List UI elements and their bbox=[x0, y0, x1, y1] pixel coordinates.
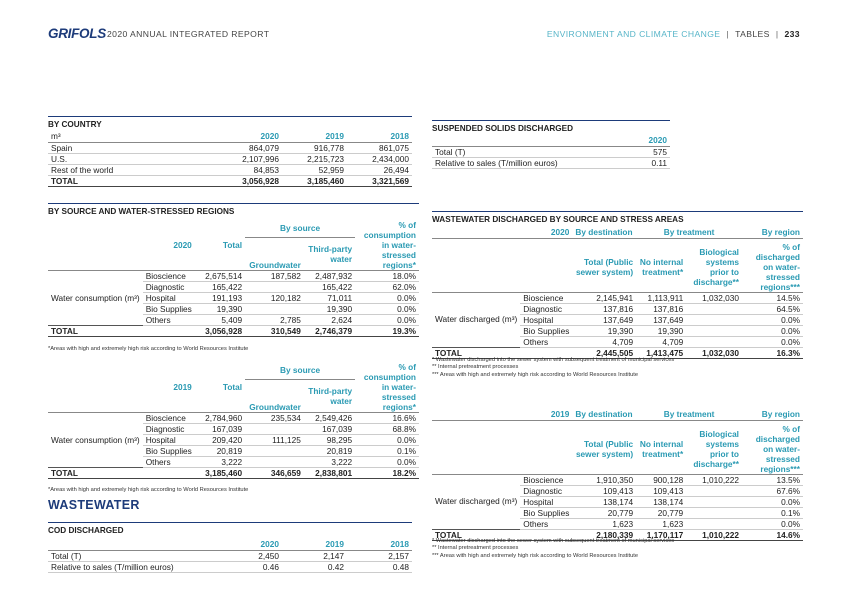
table-cell: 2,624 bbox=[304, 315, 355, 326]
table-cell: 20,819 bbox=[195, 446, 245, 457]
table-cell: 861,075 bbox=[347, 142, 412, 153]
table-cell: Total (Public sewer system) bbox=[572, 238, 636, 292]
table-cell: Hospital bbox=[143, 435, 195, 446]
table-cell: Hospital bbox=[520, 314, 572, 325]
footnotes: * Wastewater discharged into the sewer system with subsequent treatment of municipal services ** Internal pretreatment processes *** Areas with high and extremely high risk according to World Resources Institute bbox=[432, 357, 675, 378]
section-breadcrumb: ENVIRONMENT AND CLIMATE CHANGE | TABLES | 233 bbox=[546, 29, 800, 39]
table-row bbox=[432, 420, 803, 474]
table-cell: % of consumption in water-stressed regions* bbox=[355, 362, 419, 413]
table-cell: Groundwater bbox=[245, 237, 304, 270]
table-cell: 120,182 bbox=[245, 293, 304, 304]
table-cell: Bioscience bbox=[143, 271, 195, 282]
by-country-title: BY COUNTRY bbox=[48, 116, 412, 131]
table-cell bbox=[245, 282, 304, 293]
table-cell: 68.8% bbox=[355, 424, 419, 435]
table-cell: 191,193 bbox=[195, 293, 245, 304]
table-cell: 3,185,460 bbox=[195, 468, 245, 479]
table-row bbox=[48, 326, 419, 337]
table-cell: 67.6% bbox=[742, 485, 803, 496]
table-cell: 14.6% bbox=[742, 529, 803, 540]
data-table bbox=[48, 131, 412, 187]
table-cell: 52,959 bbox=[282, 164, 347, 175]
table-cell bbox=[686, 336, 742, 347]
table-cell: 19,390 bbox=[195, 304, 245, 315]
table-cell: 2,145,941 bbox=[572, 292, 636, 303]
table-cell: 2,549,426 bbox=[304, 413, 355, 424]
cod-table bbox=[48, 522, 412, 573]
table-cell: 165,422 bbox=[304, 282, 355, 293]
row-group-label: Water discharged (m³) bbox=[435, 496, 518, 506]
table-cell: 167,039 bbox=[304, 424, 355, 435]
table-cell: 2019 bbox=[282, 539, 347, 550]
table-cell: 19,390 bbox=[636, 325, 686, 336]
table-row bbox=[48, 153, 412, 164]
table-cell: 2,785 bbox=[245, 315, 304, 326]
table-cell: 2,784,960 bbox=[195, 413, 245, 424]
table-cell: 3,056,928 bbox=[207, 175, 282, 186]
table-cell: Groundwater bbox=[245, 379, 304, 412]
wastewater-2020-table bbox=[432, 211, 803, 359]
suspended-solids-table bbox=[432, 120, 670, 169]
table-row bbox=[48, 413, 419, 424]
footnotes: * Wastewater discharged into the sewer system with subsequent treatment of municipal services ** Internal pretreatment processes *** Areas with high and extremely high risk according to World Resources Institute bbox=[432, 538, 675, 559]
table-cell: 5,409 bbox=[195, 315, 245, 326]
table-cell: 0.46 bbox=[217, 561, 282, 572]
table-cell: 3,321,569 bbox=[347, 175, 412, 186]
table-cell: Biological systems prior to discharge** bbox=[686, 238, 742, 292]
table-cell: 0.1% bbox=[355, 446, 419, 457]
table-cell: % of discharged on water-stressed regions*** bbox=[742, 238, 803, 292]
table-cell bbox=[686, 314, 742, 325]
footnote: *Areas with high and extremely high risk according to World Resources Institute bbox=[48, 487, 249, 493]
table-cell: 1,010,222 bbox=[686, 529, 742, 540]
table-cell: 3,222 bbox=[304, 457, 355, 468]
table-cell: 20,779 bbox=[572, 507, 636, 518]
table-cell: 19.3% bbox=[355, 326, 419, 337]
table-cell: 2,746,379 bbox=[304, 326, 355, 337]
table-cell bbox=[432, 238, 572, 292]
table-cell bbox=[686, 496, 742, 507]
table-cell: 2,487,932 bbox=[304, 271, 355, 282]
table-cell: Bio Supplies bbox=[520, 507, 572, 518]
table-cell: By source bbox=[245, 362, 355, 379]
data-table bbox=[432, 409, 803, 541]
footnote: *Areas with high and extremely high risk according to World Resources Institute bbox=[48, 346, 249, 352]
table-cell: Bioscience bbox=[520, 292, 572, 303]
by-country-table bbox=[48, 116, 412, 187]
table-cell: Others bbox=[143, 315, 195, 326]
table-cell: 2,675,514 bbox=[195, 271, 245, 282]
table-cell: 2019 bbox=[282, 131, 347, 142]
table-cell: 138,174 bbox=[572, 496, 636, 507]
table-row bbox=[432, 292, 803, 303]
table-row bbox=[48, 561, 412, 572]
table-cell: 20,779 bbox=[636, 507, 686, 518]
table-cell: TOTAL bbox=[432, 529, 572, 540]
table-row bbox=[48, 271, 419, 282]
table-cell: 137,816 bbox=[636, 303, 686, 314]
table-row bbox=[432, 238, 803, 292]
table-cell: 1,413,475 bbox=[636, 347, 686, 358]
table-cell: U.S. bbox=[48, 153, 207, 164]
table-cell: 167,039 bbox=[195, 424, 245, 435]
table-cell: Total bbox=[195, 362, 245, 413]
table-cell: By destination bbox=[572, 227, 636, 238]
table-cell: TOTAL bbox=[48, 326, 195, 337]
table-cell: Bio Supplies bbox=[520, 325, 572, 336]
table-cell: 2019 bbox=[48, 362, 195, 413]
table-cell: Diagnostic bbox=[520, 485, 572, 496]
table-cell: Others bbox=[520, 518, 572, 529]
table-cell: 0.0% bbox=[355, 293, 419, 304]
table-cell: 209,420 bbox=[195, 435, 245, 446]
table-cell bbox=[245, 304, 304, 315]
table-cell: 2,157 bbox=[347, 550, 412, 561]
table-cell: Total (T) bbox=[432, 146, 610, 157]
total-row bbox=[48, 175, 412, 186]
table-cell: 1,623 bbox=[636, 518, 686, 529]
table-row bbox=[432, 146, 670, 157]
table-cell: Spain bbox=[48, 142, 207, 153]
table-cell: By treatment bbox=[636, 227, 742, 238]
table-cell: 20,819 bbox=[304, 446, 355, 457]
table-cell: 137,649 bbox=[636, 314, 686, 325]
table-cell bbox=[686, 518, 742, 529]
table-cell: 916,778 bbox=[282, 142, 347, 153]
data-table bbox=[432, 227, 803, 359]
table-cell: Relative to sales (T/million euros) bbox=[48, 561, 217, 572]
table-cell: 18.2% bbox=[355, 468, 419, 479]
table-row bbox=[432, 135, 670, 146]
table-cell: 1,623 bbox=[572, 518, 636, 529]
table-cell: No internal treatment* bbox=[636, 238, 686, 292]
unit-label: m³ bbox=[48, 131, 207, 142]
table-row bbox=[48, 131, 412, 142]
table-cell: 2019 bbox=[432, 409, 572, 420]
table-cell: 187,582 bbox=[245, 271, 304, 282]
table-cell: 1,032,030 bbox=[686, 292, 742, 303]
table-cell: 2,147 bbox=[282, 550, 347, 561]
wastewater-2019-table bbox=[432, 409, 803, 541]
table-row bbox=[48, 142, 412, 153]
table-cell: By destination bbox=[572, 409, 636, 420]
section-name[interactable]: ENVIRONMENT AND CLIMATE CHANGE bbox=[546, 29, 721, 39]
table-row bbox=[48, 539, 412, 550]
table-cell: 98,295 bbox=[304, 435, 355, 446]
table-cell: 1,113,911 bbox=[636, 292, 686, 303]
page-number: 233 bbox=[784, 29, 800, 39]
table-cell bbox=[432, 420, 572, 474]
table-cell: Bio Supplies bbox=[143, 446, 195, 457]
table-cell bbox=[686, 485, 742, 496]
table-row bbox=[432, 227, 803, 238]
by-source-2019-table bbox=[48, 362, 419, 479]
table-cell: TOTAL bbox=[48, 468, 195, 479]
table-cell: Hospital bbox=[143, 293, 195, 304]
grifols-logo: GRIFOLS bbox=[48, 26, 106, 41]
table-cell: 0.0% bbox=[742, 496, 803, 507]
table-cell: 0.0% bbox=[355, 304, 419, 315]
table-cell: Third-party water bbox=[304, 379, 355, 412]
table-cell bbox=[432, 135, 610, 146]
table-cell: Relative to sales (T/million euros) bbox=[432, 157, 610, 168]
table-cell: Total bbox=[195, 220, 245, 271]
table-cell bbox=[686, 303, 742, 314]
cod-title: COD DISCHARGED bbox=[48, 522, 412, 537]
table-row bbox=[48, 362, 419, 379]
table-cell: 900,128 bbox=[636, 474, 686, 485]
table-cell: 2,180,339 bbox=[572, 529, 636, 540]
row-group-label: Water consumption (m³) bbox=[51, 434, 140, 445]
table-cell: Others bbox=[143, 457, 195, 468]
table-cell: 16.3% bbox=[742, 347, 803, 358]
data-table bbox=[48, 220, 419, 337]
table-cell: 0.42 bbox=[282, 561, 347, 572]
table-cell: 4,709 bbox=[572, 336, 636, 347]
table-cell: 864,079 bbox=[207, 142, 282, 153]
table-cell: 2,450 bbox=[217, 550, 282, 561]
table-cell: 2020 bbox=[207, 131, 282, 142]
table-cell bbox=[686, 507, 742, 518]
table-cell: 137,649 bbox=[572, 314, 636, 325]
table-cell: 137,816 bbox=[572, 303, 636, 314]
table-cell: 13.5% bbox=[742, 474, 803, 485]
table-row bbox=[48, 220, 419, 237]
table-cell: 111,125 bbox=[245, 435, 304, 446]
tables-label[interactable]: TABLES bbox=[735, 29, 770, 39]
data-table bbox=[48, 362, 419, 479]
table-cell: 0.0% bbox=[742, 518, 803, 529]
table-cell: 14.5% bbox=[742, 292, 803, 303]
table-cell: 0.11 bbox=[610, 157, 670, 168]
report-title: 2020 ANNUAL INTEGRATED REPORT bbox=[107, 29, 270, 39]
table-cell: 0.0% bbox=[355, 435, 419, 446]
table-row bbox=[48, 550, 412, 561]
table-cell: 16.6% bbox=[355, 413, 419, 424]
by-source-2020-table bbox=[48, 203, 419, 337]
table-cell: 2,445,505 bbox=[572, 347, 636, 358]
table-cell: 18.0% bbox=[355, 271, 419, 282]
table-cell: 2018 bbox=[347, 131, 412, 142]
table-cell: 84,853 bbox=[207, 164, 282, 175]
table-cell: Total (Public sewer system) bbox=[572, 420, 636, 474]
table-cell: TOTAL bbox=[48, 175, 207, 186]
table-cell: Biological systems prior to discharge** bbox=[686, 420, 742, 474]
table-cell: 71,011 bbox=[304, 293, 355, 304]
table-cell: 2020 bbox=[432, 227, 572, 238]
table-cell: Diagnostic bbox=[143, 424, 195, 435]
suspended-title: SUSPENDED SOLIDS DISCHARGED bbox=[432, 120, 670, 135]
table-cell: TOTAL bbox=[432, 347, 572, 358]
table-row bbox=[48, 164, 412, 175]
table-cell: 138,174 bbox=[636, 496, 686, 507]
table-cell: 3,056,928 bbox=[195, 326, 245, 337]
table-cell: By region bbox=[742, 409, 803, 420]
table-cell: 2020 bbox=[217, 539, 282, 550]
table-cell: 4,709 bbox=[636, 336, 686, 347]
table-cell: 0.0% bbox=[742, 336, 803, 347]
table-cell: 19,390 bbox=[572, 325, 636, 336]
table-cell: No internal treatment* bbox=[636, 420, 686, 474]
data-table bbox=[48, 539, 412, 573]
table-cell: Total (T) bbox=[48, 550, 217, 561]
table-cell: 2,215,723 bbox=[282, 153, 347, 164]
table-cell: 235,534 bbox=[245, 413, 304, 424]
wastewater-heading: WASTEWATER bbox=[48, 498, 140, 512]
table-cell: Third-party water bbox=[304, 237, 355, 270]
table-cell: By source bbox=[245, 220, 355, 237]
table-cell: 0.0% bbox=[355, 457, 419, 468]
table-cell bbox=[48, 539, 217, 550]
table-cell: Others bbox=[520, 336, 572, 347]
table-cell: % of consumption in water-stressed regions* bbox=[355, 220, 419, 271]
table-cell bbox=[245, 424, 304, 435]
table-cell: By treatment bbox=[636, 409, 742, 420]
table-cell: 310,549 bbox=[245, 326, 304, 337]
table-cell: 0.48 bbox=[347, 561, 412, 572]
table-cell: 2020 bbox=[610, 135, 670, 146]
table-row bbox=[48, 468, 419, 479]
table-cell: 2,838,801 bbox=[304, 468, 355, 479]
table-cell: 19,390 bbox=[304, 304, 355, 315]
table-cell bbox=[245, 457, 304, 468]
table-cell: 0.0% bbox=[742, 314, 803, 325]
table-cell: By region bbox=[742, 227, 803, 238]
table-row bbox=[432, 157, 670, 168]
by-source-title: BY SOURCE AND WATER-STRESSED REGIONS bbox=[48, 203, 419, 218]
table-cell: 62.0% bbox=[355, 282, 419, 293]
table-cell: 165,422 bbox=[195, 282, 245, 293]
table-cell: Bioscience bbox=[520, 474, 572, 485]
table-cell: 1,170,117 bbox=[636, 529, 686, 540]
table-cell: 346,659 bbox=[245, 468, 304, 479]
row-group-label: Water consumption (m³) bbox=[51, 292, 140, 303]
table-row bbox=[432, 474, 803, 485]
table-cell: 3,185,460 bbox=[282, 175, 347, 186]
table-cell: 2020 bbox=[48, 220, 195, 271]
table-cell: Bio Supplies bbox=[143, 304, 195, 315]
table-cell: 109,413 bbox=[572, 485, 636, 496]
table-cell: 0.0% bbox=[355, 315, 419, 326]
table-cell: Rest of the world bbox=[48, 164, 207, 175]
table-cell bbox=[686, 325, 742, 336]
table-cell: 0.0% bbox=[742, 325, 803, 336]
table-cell: 575 bbox=[610, 146, 670, 157]
wastewater-title: WASTEWATER DISCHARGED BY SOURCE AND STRESS AREAS bbox=[432, 211, 803, 226]
table-cell: 109,413 bbox=[636, 485, 686, 496]
table-cell: 26,494 bbox=[347, 164, 412, 175]
table-cell: 0.1% bbox=[742, 507, 803, 518]
table-cell bbox=[245, 446, 304, 457]
table-cell: 1,910,350 bbox=[572, 474, 636, 485]
table-cell: 3,222 bbox=[195, 457, 245, 468]
data-table bbox=[432, 135, 670, 169]
table-cell: 2018 bbox=[347, 539, 412, 550]
table-cell: 64.5% bbox=[742, 303, 803, 314]
table-cell: Diagnostic bbox=[143, 282, 195, 293]
table-cell: 1,032,030 bbox=[686, 347, 742, 358]
table-row bbox=[432, 409, 803, 420]
table-cell: 2,107,996 bbox=[207, 153, 282, 164]
table-cell: Diagnostic bbox=[520, 303, 572, 314]
table-cell: Hospital bbox=[520, 496, 572, 507]
table-cell: Bioscience bbox=[143, 413, 195, 424]
row-group-label: Water discharged (m³) bbox=[435, 314, 518, 324]
table-cell: 2,434,000 bbox=[347, 153, 412, 164]
page-header bbox=[48, 26, 800, 42]
table-cell: 1,010,222 bbox=[686, 474, 742, 485]
table-cell: % of discharged on water-stressed regions*** bbox=[742, 420, 803, 474]
